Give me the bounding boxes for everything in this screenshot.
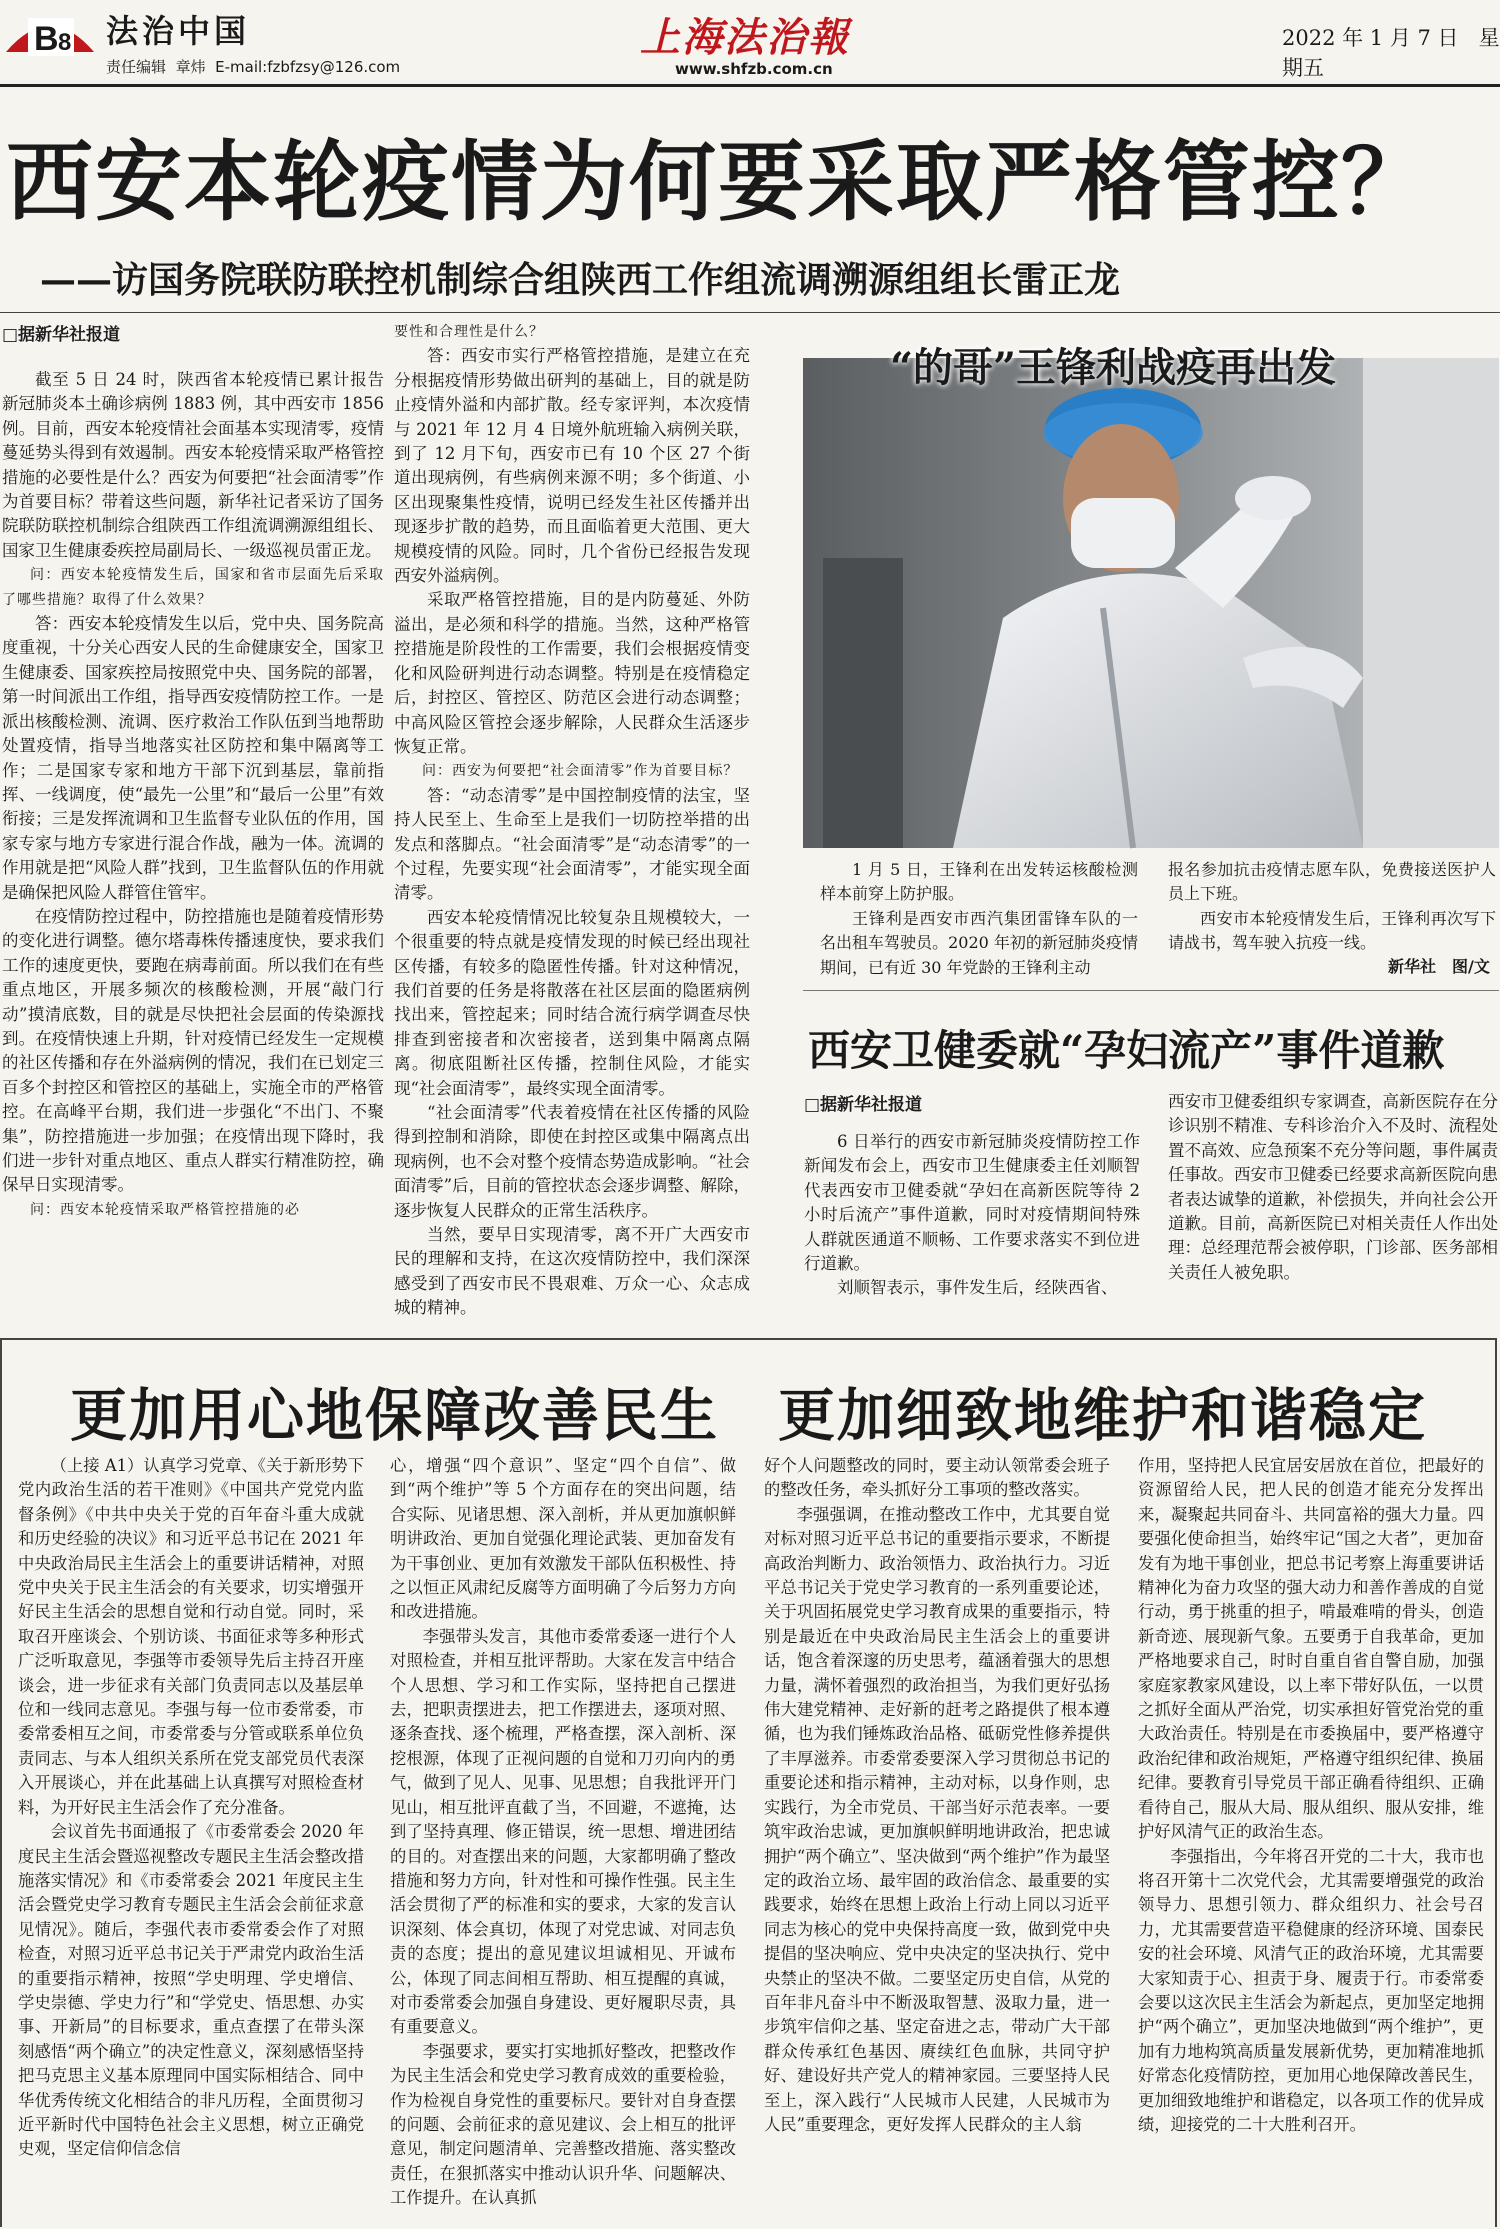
masthead [0, 0, 1500, 84]
lead-subhead: ——访国务院联防联控机制综合组陕西工作组流调溯源组组长雷正龙 [40, 259, 1121, 301]
editor-name: 章炜 [175, 58, 206, 76]
driver-photo [803, 358, 1499, 848]
apology-byline: □据新华社报道 [804, 1095, 923, 1115]
lead-rule [0, 312, 1500, 313]
apology-paragraph: 刘顺智表示，事件发生后，经陕西省、 [837, 1278, 1118, 1298]
bottom-paragraph: 李强要求，要实打实地抓好整改，把整改作为民主生活会和党史学习教育成效的重要检验，作为检视自身党性的重要标尺。要针对自身查摆的问题、会前征求的意见建议、会上相互的批评意见，制定问题清单、完善整改措施、落实整改责任，在狠抓落实中推动认识升华、问题解决、工作提升。在认真抓 [390, 2041, 736, 2208]
issue-date-text: 2022 年 1 月 7 日 [1282, 26, 1459, 50]
apology-story-title: 西安卫健委就“孕妇流产”事件道歉 [808, 1026, 1445, 1075]
editor-line [106, 56, 400, 77]
apology-paragraph: 6 日举行的西安市新冠肺炎疫情防控工作新闻发布会上，西安市卫生健康委主任刘顺智代表西安市卫健委就“孕妇在高新医院等待 2 小时后流产”事件道歉，同时对疫情期间特殊人群就医通道不顺畅、工作要求落实不到位进行道歉。 [804, 1132, 1140, 1274]
driver-caption-left [820, 858, 1138, 978]
lead-paragraph: 答：“动态清零”是中国控制疫情的法宝，坚持人民至上、生命至上是我们一切防控举措的出发点和落脚点。“社会面清零”是“动态清零”的一个过程，先要实现“社会面清零”，才能实现全面清零。 [394, 785, 750, 903]
bottom-column-2 [390, 1454, 736, 2226]
lead-paragraph: 采取严格管控措施，目的是内防蔓延、外防溢出，是必须和科学的措施。当然，这种严格管控措施是阶段性的工作需要，我们会根据疫情变化和风险研判进行动态调整。特别是在疫情稳定后，封控区、管控区、防范区会进行动态调整；中高风险区管控会逐步解除，人民群众生活逐步恢复正常。 [394, 590, 750, 756]
editor-email: E-mail:fzbfzsy@126.com [215, 58, 401, 76]
page-letter: B [34, 20, 59, 58]
lead-paragraph: 西安本轮疫情情况比较复杂且规模较大，一个很重要的特点就是疫情发现的时候已经出现社区传播，有较多的隐匿性传播。针对这种情况，我们首要的任务是将散落在社区层面的隐匿病例找出来，管控起来；同时结合流行病学调查尽快排查到密接者和次密接者，送到集中隔离点隔离。彻底阻断社区传播，控制住风险，才能实现“社会面清零”，最终实现全面清零。 [394, 907, 750, 1098]
apology-top-rule [803, 990, 1499, 991]
apology-column-2 [1168, 1090, 1498, 1296]
lead-column-1 [2, 368, 384, 1298]
bottom-paragraph: 会议首先书面通报了《市委常委会 2020 年度民主生活会暨巡视整改专题民主生活会整改措施落实情况》和《市委常委会 2021 年度民主生活会暨党史学习教育专题民主生活会会前征求意见情况》。随后，李强代表市委常委会作了对照检查，对照习近平总书记关于严肃党内政治生活的重要指示精神，按照“学史明理、学史增信、学史崇德、学史力行”和“学党史、悟思想、办实事、开新局”的目标要求，重点查摆了在带头深刻感悟“两个确立”的决定性意义，深刻感悟坚持把马克思主义基本原理同中国实际相结合、同中华优秀传统文化相结合的非凡历程，全面贯彻习近平新时代中国特色社会主义思想，树立正确党史观，坚定信仰信念信 [18, 1822, 364, 2159]
editor-label: 责任编辑 [106, 58, 167, 76]
lead-paragraph: 截至 5 日 24 时，陕西省本轮疫情已累计报告新冠肺炎本土确诊病例 1883 例，其中西安市 1856 例。目前，西安本轮疫情社会面基本实现清零，疫情蔓延势头得到有效遏制。西安本轮疫情采取严格管控措施的必要性是什么？西安为何要把“社会面清零”作为首要目标？带着这些问题，新华社记者采访了国务院联防联控机制综合组陕西工作组流调溯源组组长、国家卫生健康委疾控局副局长、一级巡视员雷正龙。 [2, 370, 384, 560]
bottom-paragraph: 李强强调，在推动整改工作中，尤其要自觉对标对照习近平总书记的重要指示要求，不断提高政治判断力、政治领悟力、政治执行力。习近平总书记关于党史学习教育的一系列重要论述，关于巩固拓展党史学习教育成果的重要指示，特别是最近在中央政治局民主生活会上的重要讲话，饱含着深邃的历史思考，蕴涵着强大的思想力量，满怀着强烈的政治担当，为我们更好弘扬伟大建党精神、走好新的赶考之路提供了根本遵循，也为我们锤炼政治品格、砥砺党性修养提供了丰厚滋养。市委常委要深入学习贯彻总书记的重要论述和指示精神，主动对标，以身作则，忠实践行，为全市党员、干部当好示范表率。一要筑牢政治忠诚，更加旗帜鲜明地讲政治，把忠诚拥护“两个确立”、坚决做到“两个维护”作为最坚定的政治立场、最牢固的政治信念、最重要的实践要求，始终在思想上政治上行动上同以习近平同志为核心的党中央保持高度一致，做到党中央提倡的坚决响应、党中央决定的坚决执行、党中央禁止的坚决不做。二要坚定历史自信，从党的百年非凡奋斗中不断汲取智慧、汲取力量，进一步筑牢信仰之基、坚定奋进之志，带动广大干部群众传承红色基因、赓续红色血脉，共同守护好、建设好共产党人的精神家园。三要坚持人民至上，深入践行“人民城市人民建，人民城市为人民”重要理念，更好发挥人民群众的主人翁 [764, 1504, 1110, 2134]
bottom-column-3 [764, 1454, 1110, 2226]
bottom-paragraph: 作用，坚持把人民宜居安居放在首位，把最好的资源留给人民，把人民的创造才能充分发挥出来，凝聚起共同奋斗、共同富裕的强大力量。四要强化使命担当，始终牢记“国之大者”，更加奋发有为地干事创业，把总书记考察上海重要讲话精神化为奋力攻坚的强大动力和善作善成的自觉行动，勇于挑重的担子，啃最难啃的骨头，创造新奇迹、展现新气象。五要勇于自我革命，更加严格地要求自己，时时自重自省自警自励，加强家庭家教家风建设，以上率下带好队伍，一以贯之抓好全面从严治党，切实承担好管党治党的重大政治责任。特别是在市委换届中，要严格遵守政治纪律和政治规矩，严格遵守组织纪律、换届纪律。要教育引导党员干部正确看待组织、正确看待自己，服从大局、服从组织、服从安排，维护好风清气正的政治生态。 [1138, 1456, 1484, 1842]
driver-caption-paragraph: 西安市本轮疫情发生后，王锋利再次写下请战书，驾车驶入抗疫一线。 [1168, 908, 1496, 953]
newspaper-website: www.shfzb.com.cn [675, 60, 833, 78]
driver-photo-illustration [803, 358, 1499, 848]
photo-credit: 新华社 图/文 [1388, 957, 1490, 976]
driver-caption-right [1168, 858, 1496, 954]
bottom-paragraph: 李强带头发言，其他市委常委逐一进行个人对照检查，并相互批评帮助。大家在发言中结合个人思想、学习和工作实际，坚持把自己摆进去，把职责摆进去，把工作摆进去，逐项对照、逐条查找、逐个梳理，严格查摆，深入剖析、深挖根源，体现了正视问题的自觉和刀刃向内的勇气，做到了见人、见事、见思想；自我批评开门见山，相互批评直截了当，不回避，不遮掩，达到了坚持真理、修正错误，统一思想、增进团结的目的。对查摆出来的问题，大家都明确了整改措施和努力方向，针对性和可操作性强。民主生活会贯彻了严的标准和实的要求，大家的发言认识深刻、体会真切，体现了对党忠诚、对同志负责的态度；提出的意见建议坦诚相见、开诚布公，体现了同志间相互帮助、相互提醒的真诚，对市委常委会加强自身建设、更好履职尽责，具有重要意义。 [390, 1626, 736, 2037]
lead-column-2 [394, 320, 750, 1318]
lead-question: 要性和合理性是什么？ [394, 324, 544, 340]
lead-headline: 西安本轮疫情为何要采取严格管控？ [6, 130, 1430, 233]
newspaper-logo: 上海法治報 [640, 14, 850, 61]
lead-question: 问：西安本轮疫情发生后，国家和省市层面先后采取了哪些措施？取得了什么效果？ [2, 567, 384, 608]
lead-paragraph: “社会面清零”代表着疫情在社区传播的风险得到控制和消除，即使在封控区或集中隔离点出现病例，也不会对整个疫情态势造成影响。“社会面清零”后，目前的管控状态会逐步调整、解除，逐步恢复人民群众的正常生活秩序。 [394, 1103, 750, 1220]
page-number: 8 [58, 29, 72, 56]
bottom-paragraph: 好个人问题整改的同时，要主动认领常委会班子的整改任务，牵头抓好分工事项的整改落实。 [764, 1456, 1110, 1500]
issue-weekday: 星期五 [1282, 26, 1500, 80]
page-number-badge [4, 6, 96, 66]
bottom-paragraph: 心，增强“四个意识”、坚定“四个自信”、做到“两个维护”等 5 个方面存在的突出问题，结合实际、见诸思想、深入剖析，并从更加旗帜鲜明讲政治、更加自觉强化理论武装、更加奋发有为干事创业、更加有效激发干部队伍积极性、持之以恒正风肃纪反腐等方面明确了今后努力方向和改进措施。 [390, 1456, 736, 1622]
lead-paragraph: 当然，要早日实现清零，离不开广大西安市民的理解和支持，在这次疫情防控中，我们深深感受到了西安市民不畏艰难、万众一心、众志成城的精神。 [394, 1225, 750, 1318]
masthead-rule [0, 84, 1500, 87]
driver-caption-paragraph: 报名参加抗击疫情志愿车队，免费接送医护人员上下班。 [1168, 860, 1496, 904]
lead-byline: □据新华社报道 [2, 325, 121, 345]
driver-caption-paragraph: 1 月 5 日，王锋利在出发转运核酸检测样本前穿上防护服。 [820, 860, 1138, 904]
lead-question: 问：西安本轮疫情采取严格管控措施的必 [30, 1201, 300, 1218]
lead-question: 问：西安为何要把“社会面清零”作为首要目标？ [422, 763, 739, 780]
apology-column-1 [804, 1130, 1140, 1296]
bottom-column-1 [18, 1454, 364, 2226]
lead-paragraph: 答：西安市实行严格管控措施，是建立在充分根据疫情形势做出研判的基础上，目的就是防止疫情外溢和内部扩散。经专家评判，本次疫情与 2021 年 12 月 4 日境外航班输入病例关联，到了 12 月下旬，西安市已有 10 个区 27 个街道出现病例，有些病例来源不明；多个街道、小区出现聚集性疫情，说明已经发生社区传播并出现逐步扩散的趋势，而且面临着更大范围、更大规模疫情的风险。同时，几个省份已经报告发现西安外溢病例。 [394, 346, 750, 586]
lead-paragraph: 在疫情防控过程中，防控措施也是随着疫情形势的变化进行调整。德尔塔毒株传播速度快，要求我们工作的速度更快，要跑在病毒前面。所以我们在有些重点地区，开展多频次的核酸检测，开展“敲门行动”摸清底数，目的就是尽快把社会层面的传染源找到。在疫情快速上升期，针对疫情已经发生一定规模的社区传播和存在外溢病例的情况，我们在已划定三百多个封控区和管控区的基础上，实施全市的严格管控。在高峰平台期，我们进一步强化“不出门、不聚集”，防控措施进一步加强；在疫情出现下降时，我们进一步针对重点地区、重点人群实行精准防控，确保早日实现清零。 [2, 906, 384, 1195]
driver-caption-paragraph: 王锋利是西安市西汽集团雷锋车队的一名出租车驾驶员。2020 年初的新冠肺炎疫情期间，已有近 30 年党龄的王锋利主动 [820, 908, 1138, 977]
apology-paragraph: 西安市卫健委组织专家调查，高新医院存在分诊识别不精准、专科诊治介入不及时、流程处置不高效、应急预案不充分等问题，事件属责任事故。西安市卫健委已经要求高新医院向患者表达诚挚的道歉，补偿损失，并向社会公开道歉。目前，高新医院已对相关责任人作出处理：总经理范帮会被停职，门诊部、医务部相关责任人被免职。 [1168, 1092, 1498, 1282]
section-title: 法治中国 [106, 12, 251, 50]
bottom-paragraph: （上接 A1）认真学习党章、《关于新形势下党内政治生活的若干准则》《中国共产党党内监督条例》《中共中央关于党的百年奋斗重大成就和历史经验的决议》和习近平总书记在 2021 年中央政治局民主生活会上的重要讲话精神，对照党中央关于民主生活会的有关要求，切实增强开好民主生活会的思想自觉和行动自觉。同时，采取召开座谈会、个别访谈、书面征求等多种形式广泛听取意见，李强等市委领导先后主持召开座谈会，进一步征求有关部门负责同志以及基层单位和一线同志意见。李强与每一位市委常委，市委常委相互之间，市委常委与分管或联系单位负责同志、与本人组织关系所在党支部党员代表深入开展谈心，并在此基础上认真撰写对照检查材料，为开好民主生活会作了充分准备。 [18, 1456, 364, 1817]
driver-story-title: “的哥”王锋利战疫再出发 [890, 344, 1337, 391]
issue-date [1282, 22, 1500, 82]
lead-paragraph: 答：西安本轮疫情发生以后，党中央、国务院高度重视，十分关心西安人民的生命健康安全，国家卫生健康委、国家疾控局按照党中央、国务院的部署，第一时间派出工作组，指导西安疫情防控工作。一是派出核酸检测、流调、医疗救治工作队伍到当地帮助处置疫情，指导当地落实社区防控和集中隔离等工作；二是国家专家和地方干部下沉到基层，靠前指挥、一线调度，使“最先一公里”和“最后一公里”有效衔接；三是发挥流调和卫生监督专业队伍的作用，国家专家与地方专家进行混合作战，融为一体。流调的作用就是把“风险人群”找到，卫生监督队伍的作用就是确保把风险人群管住管牢。 [2, 614, 384, 902]
bottom-headline: 更加用心地保障改善民生 更加细致地维护和谐稳定 [70, 1382, 1427, 1449]
bottom-paragraph: 李强指出，今年将召开党的二十大，我市也将召开第十二次党代会，尤其需要增强党的政治领导力、思想引领力、群众组织力、社会号召力，尤其需要营造平稳健康的经济环境、国泰民安的社会环境、风清气正的政治环境，尤其需要大家知责于心、担责于身、履责于行。市委常委会要以这次民主生活会为新起点，更加坚定地拥护“两个确立”，更加坚决地做到“两个维护”，更加有力地构筑高质量发展新优势，更加精准地抓好常态化疫情防控，更加用心地保障改善民生，更加细致地维护和谐稳定，以各项工作的优异成绩，迎接党的二十大胜利召开。 [1138, 1846, 1484, 2134]
bottom-column-4 [1138, 1454, 1484, 2226]
